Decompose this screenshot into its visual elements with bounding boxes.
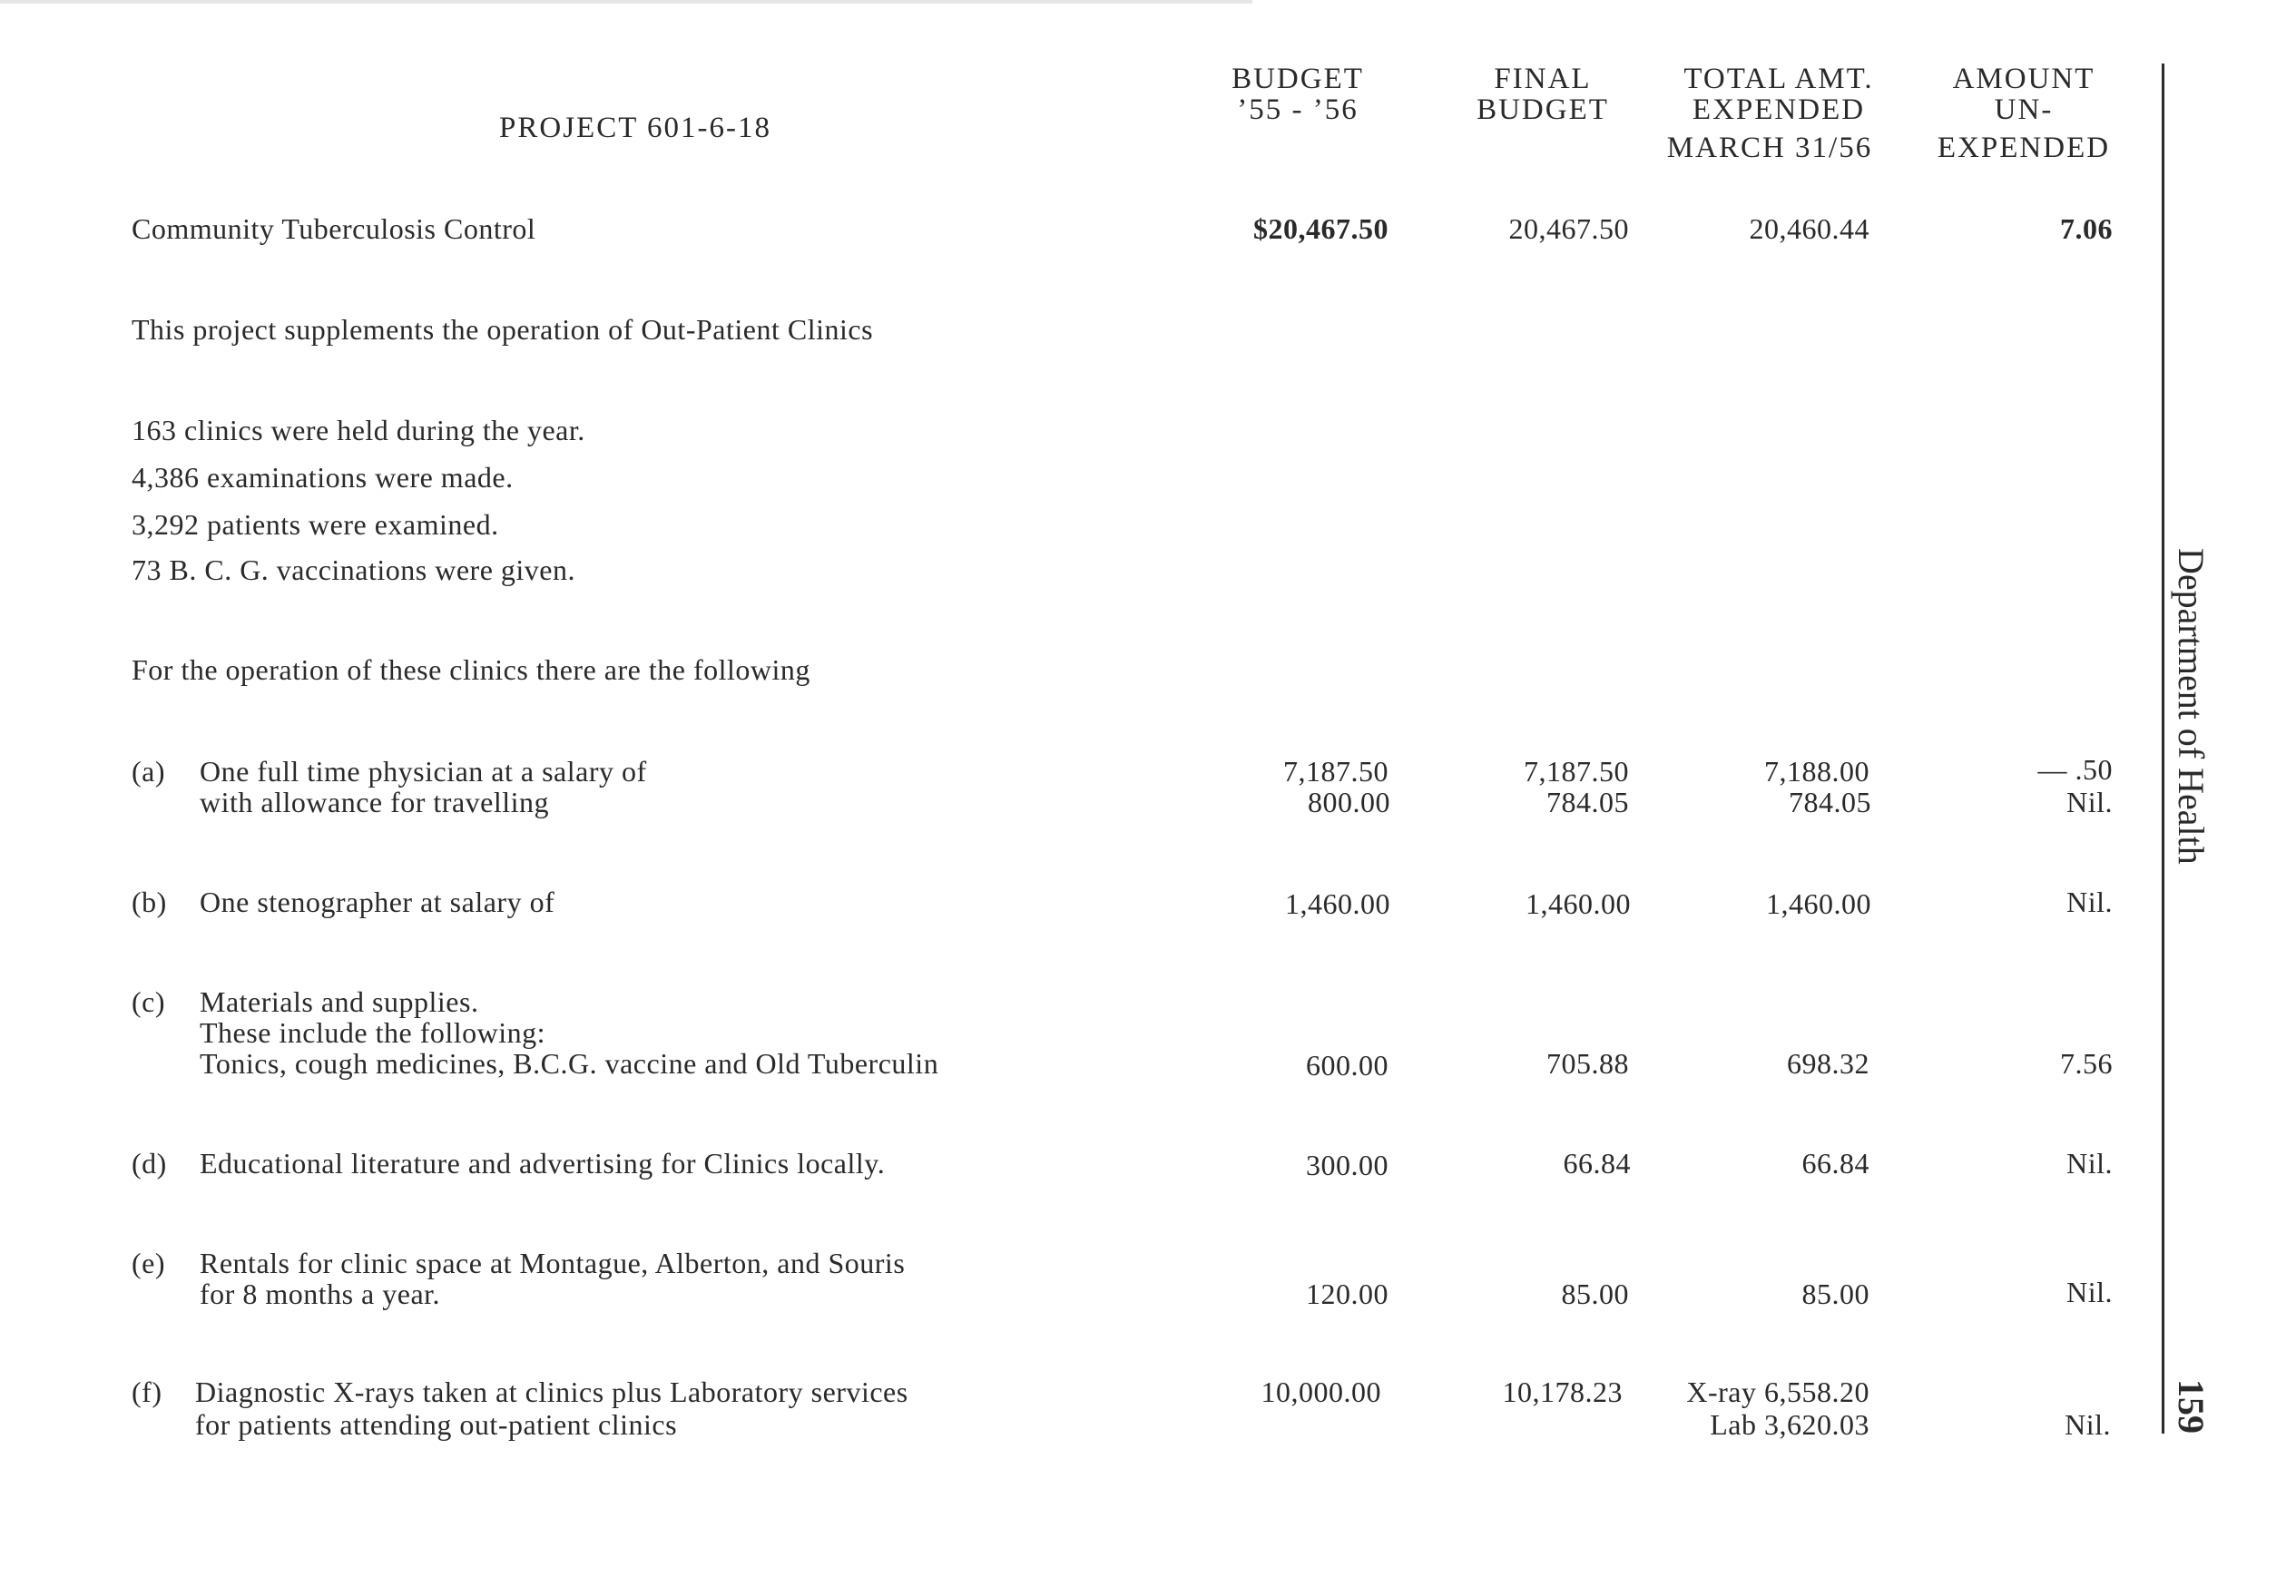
unexpended-column-header-line1: AMOUNT [1952, 63, 2095, 95]
total-expended-column-header-line2: EXPENDED [1692, 93, 1866, 126]
item-a-unexpended-salary: — .50 [2037, 753, 2113, 786]
total-expended-column-header-line3: MARCH 31/56 [1666, 132, 1873, 164]
project-heading: PROJECT 601-6-18 [499, 112, 771, 144]
item-d-marker: (d) [132, 1147, 167, 1180]
item-d-expended: 66.84 [1801, 1147, 1869, 1180]
following-text: For the operation of these clinics there are the following [132, 653, 810, 686]
stat-examinations: 4,386 examinations were made. [132, 461, 514, 494]
item-b-final: 1,460.00 [1526, 887, 1631, 920]
margin-rule [2162, 64, 2164, 1434]
total-expended-column-header-line1: TOTAL AMT. [1683, 63, 1874, 95]
item-b-line1: One stenographer at salary of [200, 886, 555, 918]
page-number: 159 [2171, 1379, 2212, 1434]
unexpended-column-header-line3: EXPENDED [1937, 132, 2111, 164]
item-a-budget-salary: 7,187.50 [1283, 755, 1388, 788]
item-f-unexpended: Nil. [2065, 1408, 2111, 1441]
item-c-budget: 600.00 [1306, 1049, 1388, 1082]
item-e-final: 85.00 [1561, 1278, 1629, 1310]
budget-column-header-line1: BUDGET [1231, 63, 1364, 95]
item-c-expended: 698.32 [1787, 1047, 1869, 1080]
item-c-final: 705.88 [1546, 1047, 1629, 1080]
item-a-line2: with allowance for travelling [200, 786, 550, 818]
item-d-unexpended: Nil. [2066, 1147, 2113, 1180]
final-budget-column-header-line1: FINAL [1494, 63, 1592, 95]
unexpended-column-header-line2: UN- [1994, 93, 2054, 126]
item-a-marker: (a) [132, 755, 166, 788]
item-f-marker: (f) [132, 1376, 162, 1408]
item-c-line1: Materials and supplies. [200, 985, 479, 1018]
stat-patients: 3,292 patients were examined. [132, 508, 499, 541]
summary-expended: 20,460.44 [1749, 212, 1869, 245]
stat-vaccinations: 73 B. C. G. vaccinations were given. [132, 553, 575, 586]
item-e-line1: Rentals for clinic space at Montague, Alberton, and Souris [200, 1247, 906, 1279]
item-e-expended: 85.00 [1801, 1278, 1869, 1310]
intro-text: This project supplements the operation of Out-Patient Clinics [132, 313, 874, 346]
running-title: Department of Health [2171, 548, 2212, 865]
item-a-budget-travel: 800.00 [1308, 786, 1390, 818]
item-c-unexpended: 7.56 [2060, 1047, 2113, 1080]
item-d-budget: 300.00 [1306, 1149, 1388, 1181]
budget-column-header-line2: ’55 - ’56 [1237, 93, 1359, 126]
final-budget-column-header-line2: BUDGET [1477, 93, 1609, 126]
stat-clinics: 163 clinics were held during the year. [132, 414, 585, 446]
item-a-line1: One full time physician at a salary of [200, 755, 647, 788]
item-f-line2: for patients attending out-patient clinics [195, 1408, 678, 1441]
item-a-expended-travel: 784.05 [1789, 786, 1871, 818]
item-f-budget: 10,000.00 [1261, 1376, 1381, 1408]
item-a-expended-salary: 7,188.00 [1764, 755, 1869, 788]
summary-unexpended: 7.06 [2060, 212, 2113, 245]
summary-budget: $20,467.50 [1253, 212, 1388, 245]
item-e-line2: for 8 months a year. [200, 1278, 441, 1310]
item-a-final-salary: 7,187.50 [1524, 755, 1629, 788]
item-b-marker: (b) [132, 886, 167, 918]
item-e-marker: (e) [132, 1247, 166, 1279]
item-d-final: 66.84 [1563, 1147, 1631, 1180]
item-e-unexpended: Nil. [2066, 1276, 2113, 1308]
item-b-unexpended: Nil. [2066, 886, 2113, 918]
summary-final: 20,467.50 [1508, 212, 1629, 245]
item-c-line3: Tonics, cough medicines, B.C.G. vaccine and Old Tuberculin [200, 1047, 939, 1080]
item-f-expended-lab: Lab 3,620.03 [1710, 1408, 1869, 1441]
item-d-line1: Educational literature and advertising for Clinics locally. [200, 1147, 886, 1180]
item-f-final: 10,178.23 [1502, 1376, 1623, 1408]
item-e-budget: 120.00 [1306, 1278, 1388, 1310]
item-c-line2: These include the following: [200, 1016, 546, 1049]
item-a-unexpended-travel: Nil. [2066, 786, 2113, 818]
item-f-expended-xray: X-ray 6,558.20 [1686, 1376, 1869, 1408]
scan-edge-mark [0, 0, 1252, 4]
item-b-expended: 1,460.00 [1766, 887, 1871, 920]
item-f-line1: Diagnostic X-rays taken at clinics plus Laboratory services [195, 1376, 908, 1408]
item-b-budget: 1,460.00 [1285, 887, 1390, 920]
summary-label: Community Tuberculosis Control [132, 212, 536, 245]
item-c-marker: (c) [132, 985, 166, 1018]
item-a-final-travel: 784.05 [1546, 786, 1629, 818]
